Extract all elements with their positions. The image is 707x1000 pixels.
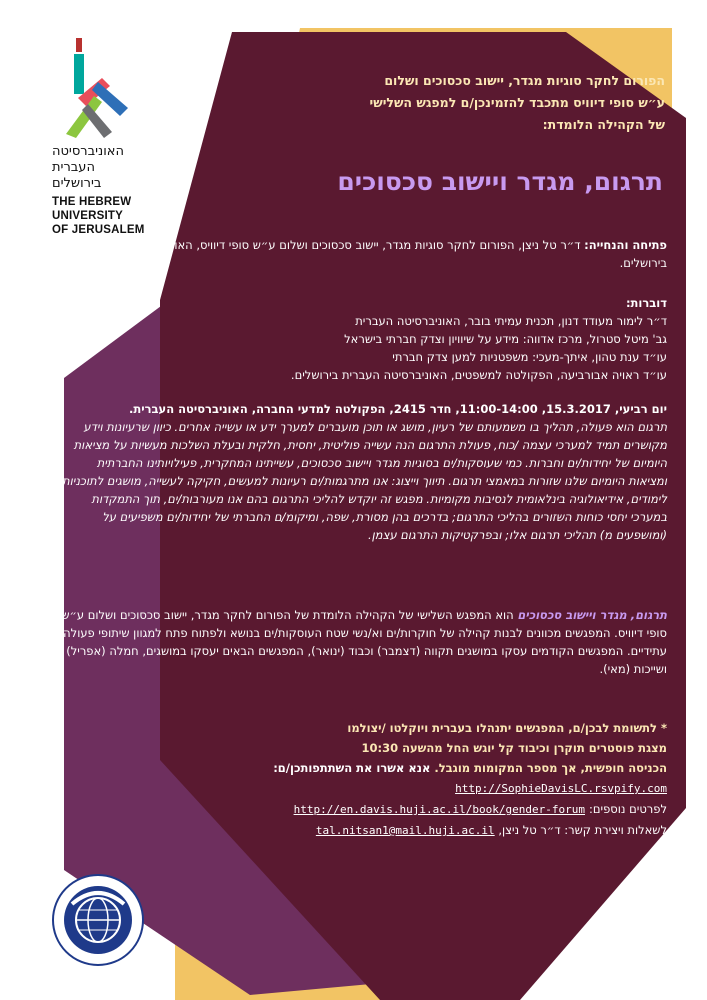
about-section	[57, 606, 667, 678]
details-label: לפרטים נוספים:	[589, 802, 667, 816]
hebrew-university-logo-icon	[58, 38, 136, 138]
rsvp-link[interactable]: http://SophieDavisLC.rsvpify.com	[455, 782, 667, 795]
event-title: תרגום, מגדר ויישוב סכסוכים	[337, 167, 663, 196]
details-link[interactable]: http://en.davis.huji.ac.il/book/gender-forum	[293, 803, 585, 816]
info-section	[67, 718, 667, 841]
details-row	[67, 799, 667, 820]
info-poster: מצגת פוסטרים תוקרן וכיבוד קל יוגש החל מהשעה 10:30	[361, 741, 667, 755]
university-name-english	[52, 195, 172, 237]
speaker-item: עו״ד ענת טהון, איתך-מעכי: משפטניות למען צדק חברתי	[392, 350, 667, 364]
event-details	[57, 400, 667, 544]
header-line: הפורום לחקר סוגיות מגדר, יישוב סכסוכים ושלום	[384, 73, 665, 88]
info-entry-text: הכניסה חופשית, אך מספר המקומות מוגבל.	[430, 761, 667, 775]
rsvp-row	[67, 778, 667, 799]
university-he-line: האוניברסיטה	[52, 144, 124, 159]
header-line: ע״ש סופי דיוויס מתכבד להזמינכן/ם למפגש השלישי	[369, 95, 665, 110]
speaker-item: גב' מיטל סטרול, מרכז אדווה: מידע על שיוויון וצדק חברתי בישראל	[344, 332, 667, 346]
event-when: יום רביעי, 15.3.2017, 11:00-14:00, חדר 2415, הפקולטה למדעי החברה, האוניברסיטה העברית.	[129, 402, 667, 416]
contact-label: לשאלות ויצירת קשר: ד״ר טל ניצן,	[494, 823, 667, 837]
university-he-line: העברית	[52, 160, 95, 175]
university-en-line: UNIVERSITY	[52, 210, 124, 222]
about-highlight: תרגום, מגדר ויישוב סכסוכים	[517, 608, 667, 622]
event-description: תרגום הוא פעולה, תהליך בו משמעותם של רעיון, מושג או תוכן מועברים למערך ידע או עשייה אחרים. כיוון שרעיונות וידע מקושרים תמיד למערכי עצמה /כוח, פעולת התרגום הנה עשייה פוליטית, יחסית, חלקית ובעלת השלכות מעשיות על מציאות היומיום של יחידות/ים וחברות. כמי שעוסקות/ים בסוגיות מגדר ויישוב סכסוכים, עשייתינו המחקרית, פעילויותינו החברתית ומציאות היומיום שלנו שזורות במאמצי תרגום. תיווך וייצוג: אנו מתרגמות/ים רעיונות למעשים, חקיקה לעשייה, מושגים לתוכניות לימודים, אידיאולוגיה בינלאומית לנסיבות מקומיות. מפגש זה יוקדש להליכי התרגום בהם אנו מעורבות/ים, תוך התמקדות במערכי יחסי כוחות השזורים בהליכי התרגום; בדרכים בהן מסורת, שפה, ומיקומ/ם החברתי של יחידות/ים משפיעים על (ומושפעים מ) תהליכי תרגום אלו; ובפרקטיקות התרגום עצמן.	[62, 420, 667, 542]
opening-section	[67, 236, 667, 272]
davis-institute-seal-icon	[52, 874, 144, 966]
about-text: הוא המפגש השלישי של הקהילה הלומדת של הפורום לחקר מגדר, יישוב סכסוכים ושלום ע״ש סופי דיוויס. המפגשים מכוונים לבנות קהילה של חוקרות/ים וא/נשי שטח העוסקות/ים בנושא ולפתוח פתח למגוון שיתופי פעולה עתידיים. המפגשים הקודמים עסקו במושגים תקווה (דצמבר) וכבוד (ינואר), המפגשים הבאים יעסקו במושגים, חמלה (אפריל) ושייכות (מאי).	[61, 608, 667, 676]
speaker-item: עו״ד ראויה אבורביעה, הפקולטה למשפטים, האוניברסיטה העברית בירושלים.	[290, 368, 667, 382]
opening-label: פתיחה והנחייה:	[584, 238, 667, 252]
contact-row	[67, 820, 667, 841]
invitation-header	[245, 70, 665, 136]
university-en-line: THE HEBREW	[52, 196, 132, 208]
contact-email-link[interactable]: tal.nitsan1@mail.huji.ac.il	[315, 824, 495, 837]
speakers-label: דוברות:	[625, 296, 667, 310]
speakers-section	[67, 294, 667, 384]
info-note: * לתשומת לבכן/ם, המפגשים יתנהלו בעברית ויוקלטו /יצולמו	[347, 721, 667, 735]
university-name-hebrew	[52, 144, 162, 192]
info-entry	[67, 758, 667, 778]
info-rsvp-call: אנא אשרו את השתתפותכן/ם:	[273, 761, 431, 775]
speaker-item: ד״ר לימור מעודד דנון, תכנית עמיתי בובר, האוניברסיטה העברית	[355, 314, 667, 328]
university-en-line: OF JERUSALEM	[52, 224, 145, 236]
university-he-line: בירושלים	[52, 176, 102, 191]
opening-text: ד״ר טל ניצן, הפורום לחקר סוגיות מגדר, יישוב סכסוכים ושלום ע״ש סופי דיוויס, האוניברסיטה העברית בירושלים.	[87, 238, 667, 270]
header-line: של הקהילה הלומדת:	[542, 117, 665, 132]
